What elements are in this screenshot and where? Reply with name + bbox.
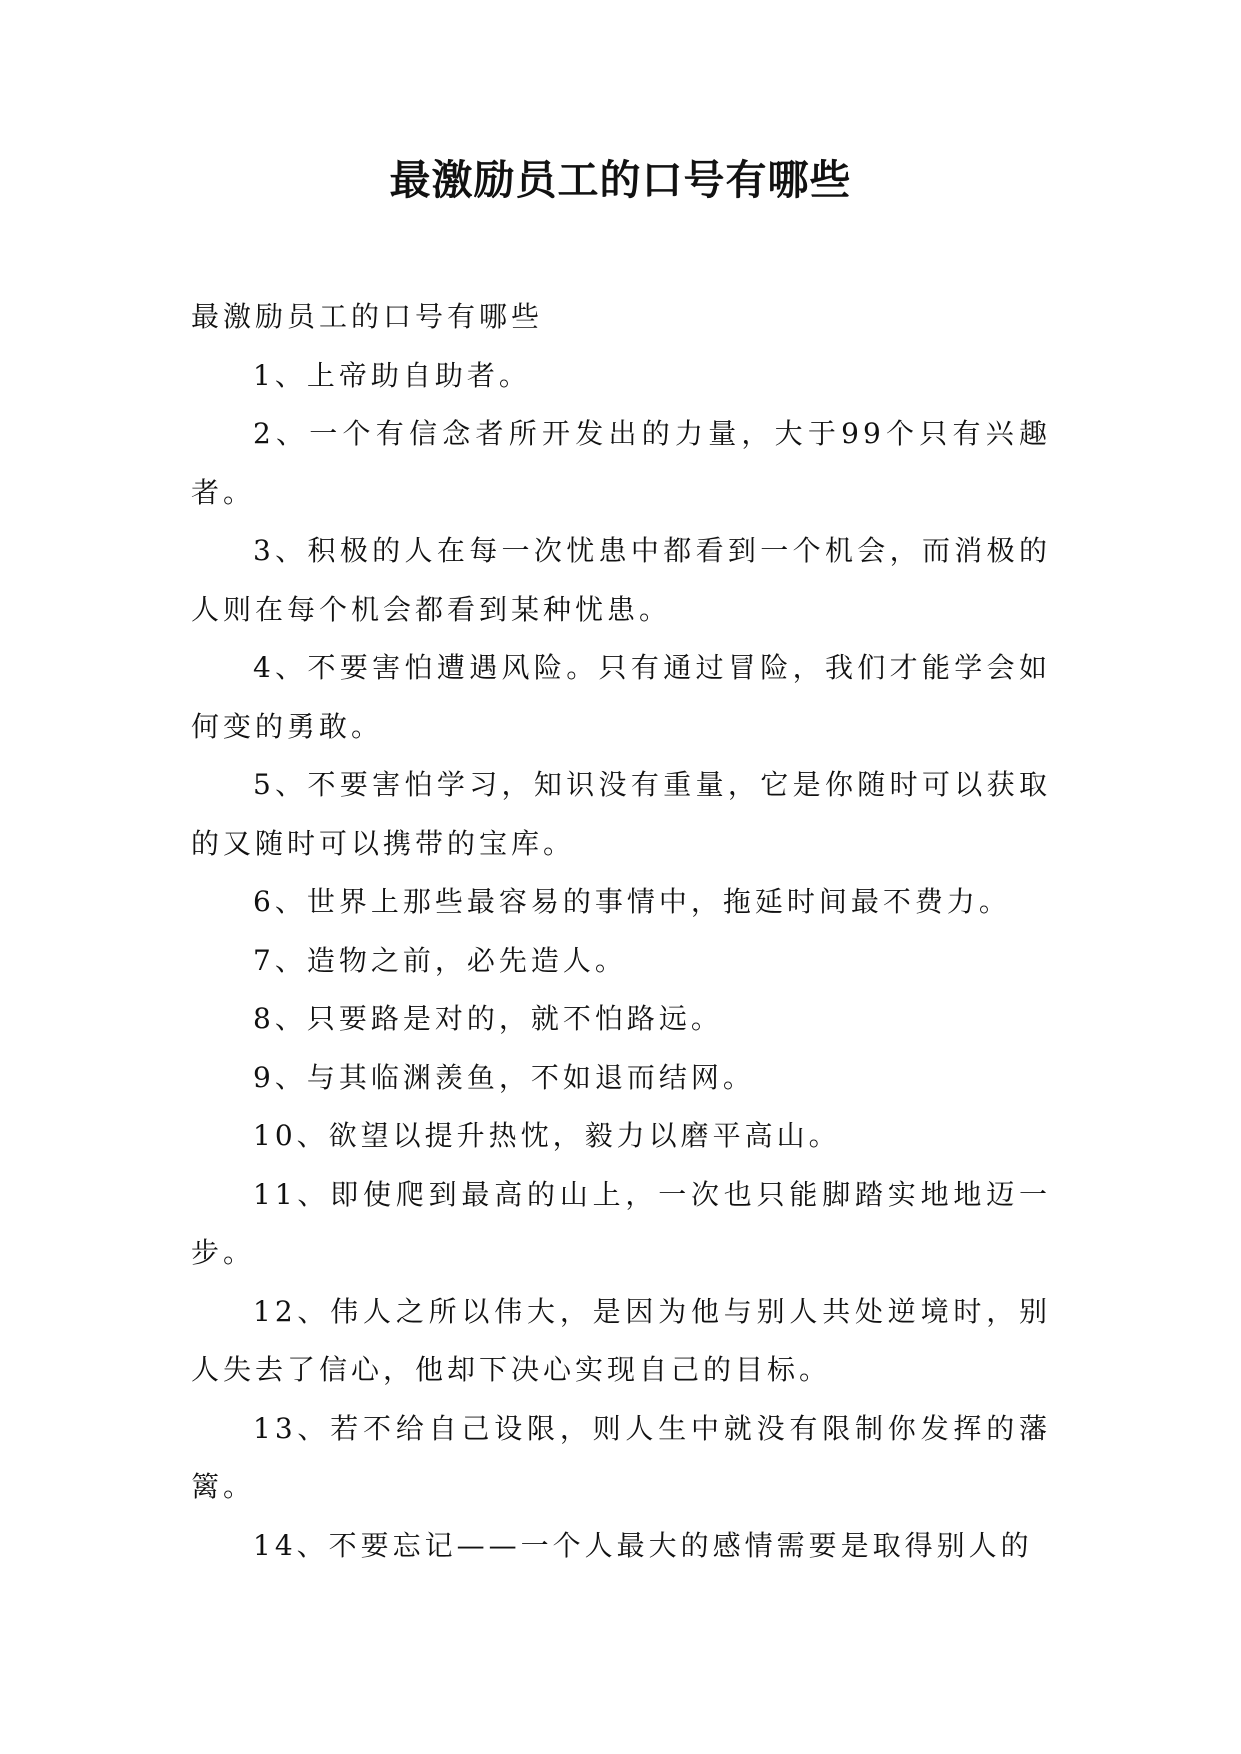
slogan-item: 5、不要害怕学习，知识没有重量，它是你随时可以获取的又随时可以携带的宝库。: [191, 768, 1051, 860]
slogan-item: 4、不要害怕遭遇风险。只有通过冒险，我们才能学会如何变的勇敢。: [191, 651, 1051, 743]
slogan-item: 7、造物之前，必先造人。: [253, 943, 627, 977]
slogan-item: 10、欲望以提升热忱，毅力以磨平高山。: [253, 1119, 841, 1152]
slogan-item: 2、一个有信念者所开发出的力量，大于99个只有兴趣者。: [191, 417, 1051, 509]
slogan-item: 12、伟人之所以伟大，是因为他与别人共处逆境时，别人失去了信心，他却下决心实现自己的目标。: [191, 1294, 1051, 1386]
document-body: [191, 288, 1051, 1575]
slogan-item: 9、与其临渊羡鱼，不如退而结网。: [253, 1060, 755, 1094]
page-title: 最激励员工的口号有哪些: [389, 156, 852, 204]
slogan-item: 3、积极的人在每一次忧患中都看到一个机会，而消极的人则在每个机会都看到某种忧患。: [191, 534, 1051, 626]
slogan-item: 13、若不给自己设限，则人生中就没有限制你发挥的藩篱。: [191, 1411, 1051, 1503]
intro-line: 最激励员工的口号有哪些: [191, 300, 544, 333]
slogan-item: 8、只要路是对的，就不怕路远。: [253, 1002, 723, 1035]
slogan-item: 14、不要忘记——一个人最大的感情需要是取得别人的: [253, 1528, 1033, 1562]
slogan-item: 11、即使爬到最高的山上，一次也只能脚踏实地地迈一步。: [191, 1177, 1051, 1269]
slogan-item: 6、世界上那些最容易的事情中，拖延时间最不费力。: [253, 885, 1011, 918]
slogan-item: 1、上帝助自助者。: [253, 358, 531, 392]
